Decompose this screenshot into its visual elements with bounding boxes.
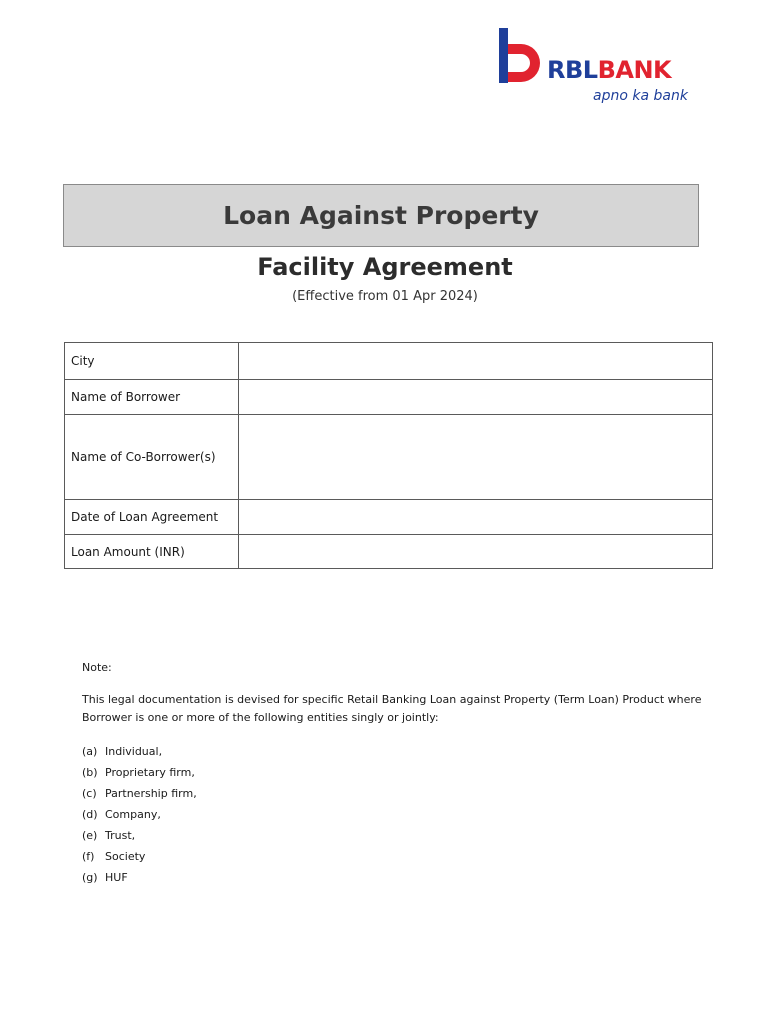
entity-list (82, 741, 712, 888)
list-marker: (g) (82, 871, 98, 884)
list-marker: (f) (82, 850, 95, 863)
document-title: Loan Against Property (223, 201, 539, 230)
list-item (82, 804, 712, 825)
list-item-text: Partnership firm, (105, 787, 197, 800)
table-row (65, 415, 713, 500)
loan-details-table (64, 342, 713, 569)
row-label-city: City (65, 343, 239, 380)
logo-word-rbl: RBL (547, 56, 598, 84)
document-subtitle: Facility Agreement (257, 253, 513, 281)
row-value-borrower[interactable] (239, 380, 713, 415)
rbl-bank-logo (497, 28, 707, 108)
table-row (65, 535, 713, 569)
list-item-text: Individual, (105, 745, 163, 758)
list-marker: (b) (82, 766, 98, 779)
note-section (82, 660, 712, 888)
note-body: This legal documentation is devised for specific Retail Banking Loan against Property (Term Loan) Product where Borrower is one or more of the following entities singly or jointly: (82, 693, 702, 724)
row-label-loan-amount: Loan Amount (INR) (65, 535, 239, 569)
logo-word-bank: BANK (597, 56, 672, 84)
list-item-text: Company, (105, 808, 161, 821)
list-marker: (c) (82, 787, 97, 800)
table-row (65, 343, 713, 380)
logo-tagline: apno ka bank (593, 88, 688, 104)
row-value-loan-amount[interactable] (239, 535, 713, 569)
list-item-text: Society (105, 850, 146, 863)
row-label-borrower: Name of Borrower (65, 380, 239, 415)
table-row (65, 380, 713, 415)
row-value-co-borrower[interactable] (239, 415, 713, 500)
row-value-city[interactable] (239, 343, 713, 380)
effective-date-note: (Effective from 01 Apr 2024) (292, 289, 478, 304)
note-heading: Note: (82, 661, 112, 674)
list-marker: (e) (82, 829, 98, 842)
list-marker: (d) (82, 808, 98, 821)
rbl-logo-mark-icon (497, 28, 545, 88)
row-label-agreement-date: Date of Loan Agreement (65, 500, 239, 535)
list-item (82, 846, 712, 867)
row-label-co-borrower: Name of Co-Borrower(s) (65, 415, 239, 500)
list-item (82, 825, 712, 846)
list-marker: (a) (82, 745, 98, 758)
list-item (82, 783, 712, 804)
list-item-text: Trust, (105, 829, 136, 842)
document-title-box (63, 184, 699, 247)
list-item-text: Proprietary firm, (105, 766, 195, 779)
list-item (82, 867, 712, 888)
row-value-agreement-date[interactable] (239, 500, 713, 535)
logo-wordmark (547, 57, 671, 83)
list-item (82, 741, 712, 762)
table-row (65, 500, 713, 535)
list-item-text: HUF (105, 871, 128, 884)
list-item (82, 762, 712, 783)
